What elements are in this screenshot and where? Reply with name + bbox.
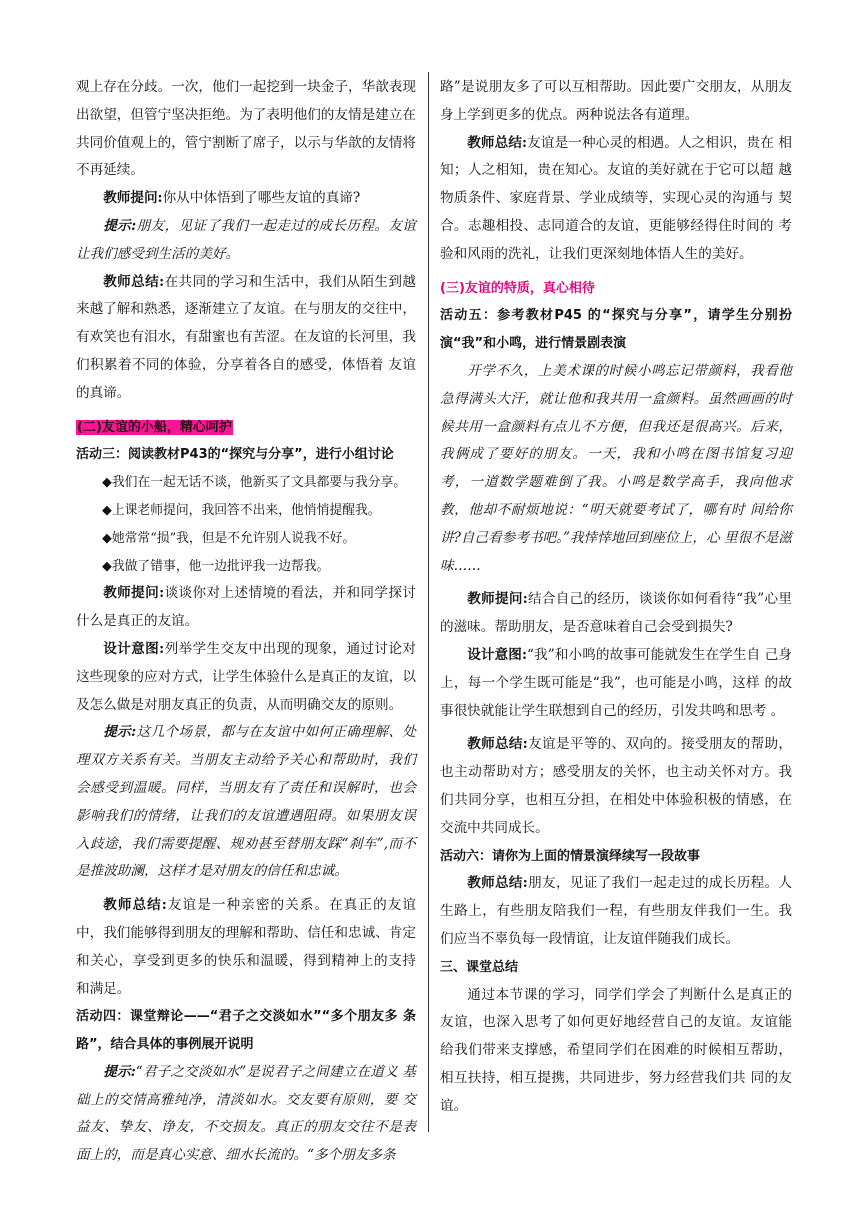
- design-intent: 设计意图:列举学生交友中出现的现象，通过讨论对 这些现象的应对方式，让学生体验什么是真正的友谊，以 及怎么做是对朋友真正的负责，从而明确交友的原则。: [76, 640, 416, 713]
- hint: 提示:“君子之交淡如水”是说君子之间建立在道义 基础上的交情高雅纯净，清淡如水。交友要有原则，要 交益友、挚友、诤友，不交损友。真正的朋友交往不是表 面上的，而是真心实意、细水长流的。“多个朋友多条: [76, 1063, 416, 1164]
- activity-heading: 活动四：课堂辩论——“君子之交淡如水”“多个朋友多 条路”，结合具体的事例展开说明: [76, 1009, 416, 1053]
- teacher-summary: 教师总结:友谊是一种亲密的关系。在真正的友谊中，我们能够得到朋友的理解和帮助、信任和忠诚、肯定 和关心，享受到更多的快乐和温暖，得到精神上的支持 和满足。: [76, 897, 416, 997]
- story-text: 开学不久，上美术课的时候小鸣忘记带颜料，我看他急得满头大汗，就让他和我共用一盒颜料。虽然画画的时候共用一盒颜料有点儿不方便，但我还是很高兴。后来，我俩成了要好的朋友。一天，我和小鸣在图书馆复习迎考，一道数学题难倒了我。小鸣是数学高手，我向他求教，他却不耐烦地说：“明天就要考试了，哪有时 间给你讲?自己看参考书吧。”我悻悻地回到座位上，心 里很不是滋味……: [440, 362, 792, 574]
- hint: 提示:朋友，见证了我们一起走过的成长历程。友谊让我们感受到生活的美好。: [76, 217, 416, 262]
- right-column: [440, 74, 792, 1120]
- teacher-question: 教师提问:结合自己的经历，谈谈你如何看待“我”心里的滋味。帮助朋友，是否意味着自己会受到损失?: [440, 591, 792, 636]
- section-heading: (二)友谊的小船，精心呵护: [77, 419, 232, 435]
- list-item: ◆她常常“损”我，但是不允许别人说我不好。: [102, 530, 356, 546]
- paragraph: 路”是说朋友多了可以互相帮助。因此要广交朋友，从朋友身上学到更多的优点。两种说法各有道理。: [440, 79, 792, 123]
- activity-heading: 活动六：请你为上面的情景演绎续写一段故事: [440, 848, 701, 864]
- list-item: ◆我们在一起无话不谈，他新买了文具都要与我分享。: [102, 475, 407, 491]
- list-item: ◆我做了错事，他一边批评我一边帮我。: [102, 558, 330, 574]
- paragraph: 通过本节课的学习，同学们学会了判断什么是真正的友谊，也深入思考了如何更好地经营自己的友谊。友谊能给我们带来支撑感，希望同学们在困难的时候相互帮助，相互扶持，相互提携，共同进步，努力经营我们共 同的友谊。: [440, 986, 792, 1114]
- teacher-summary: 教师总结:在共同的学习和生活中，我们从陌生到越来越了解和熟悉，逐渐建立了友谊。在与朋友的交往中，有欢笑也有泪水，有甜蜜也有苦涩。在友谊的长河里，我们积累着不同的体验，分享着各自的感受，体悟着 友谊的真谛。: [76, 273, 416, 401]
- teacher-question: 教师提问:你从中体悟到了哪些友谊的真谛?: [103, 190, 361, 207]
- left-column: [76, 74, 416, 1170]
- design-intent: 设计意图:“我”和小鸣的故事可能就发生在学生自 己身上，每一个学生既可能是“我”，也可能是小鸣，这样 的故事很快就能让学生联想到自己的经历，引发共鸣和思考 。: [440, 646, 792, 719]
- section-heading: (三)友谊的特质，真心相待: [440, 280, 595, 296]
- teacher-question: 教师提问:谈谈你对上述情境的看法，并和同学探讨什么是真正的友谊。: [76, 585, 416, 630]
- teacher-summary: 教师总结:友谊是平等的、双向的。接受朋友的帮助，也主动帮助对方；感受朋友的关怀，也主动关怀对方。我们共同分享，也相互分担，在相处中体验积极的情感，在交流中共同成长。: [440, 736, 792, 836]
- section-heading: 三、课堂总结: [440, 959, 519, 975]
- list-item: ◆上课老师提问，我回答不出来，他悄悄提醒我。: [102, 502, 381, 518]
- activity-heading: 活动三：阅读教材P43的“探究与分享”，进行小组讨论: [76, 447, 394, 463]
- paragraph: 观上存在分歧。一次，他们一起挖到一块金子，华歆表现出欲望，但管宁坚决拒绝。为了表明他们的友情是建立在共同价值观上的，管宁割断了席子，以示与华歆的友情将不再延续。: [76, 79, 416, 179]
- teacher-summary: 教师总结:朋友，见证了我们一起走过的成长历程。人生路上，有些朋友陪我们一程，有些朋友伴我们一生。我们应当不辜负每一段情谊，让友谊伴随我们成长。: [440, 875, 792, 947]
- column-divider: [428, 72, 429, 1132]
- activity-heading: 活动五：参考教材P45 的“探究与分享”，请学生分别扮 演“我”和小鸣，进行情景剧表演: [440, 308, 792, 352]
- teacher-summary: 教师总结:友谊是一种心灵的相遇。人之相识，贵在 相知；人之相知，贵在知心。友谊的美好就在于它可以超 越物质条件、家庭背景、学业成绩等，实现心灵的沟通与 契合。志趣相投、志同道合的友谊，更能够经得住时间的 考验和风雨的洗礼，让我们更深刻地体悟人生的美好。: [440, 134, 792, 262]
- hint: 提示:这几个场景，都与在友谊中如何正确理解、处 理双方关系有关。当朋友主动给予关心和帮助时，我们 会感受到温暖。同样，当朋友有了责任和误解时，也会 影响我们的情绪，让我们的友谊遭遇阻碍。如果朋友误 入歧途，我们需要提醒、规劝甚至替朋友踩“刹车”,而不 是推波助澜，这样才是对朋友的信任和忠诚。: [76, 724, 416, 880]
